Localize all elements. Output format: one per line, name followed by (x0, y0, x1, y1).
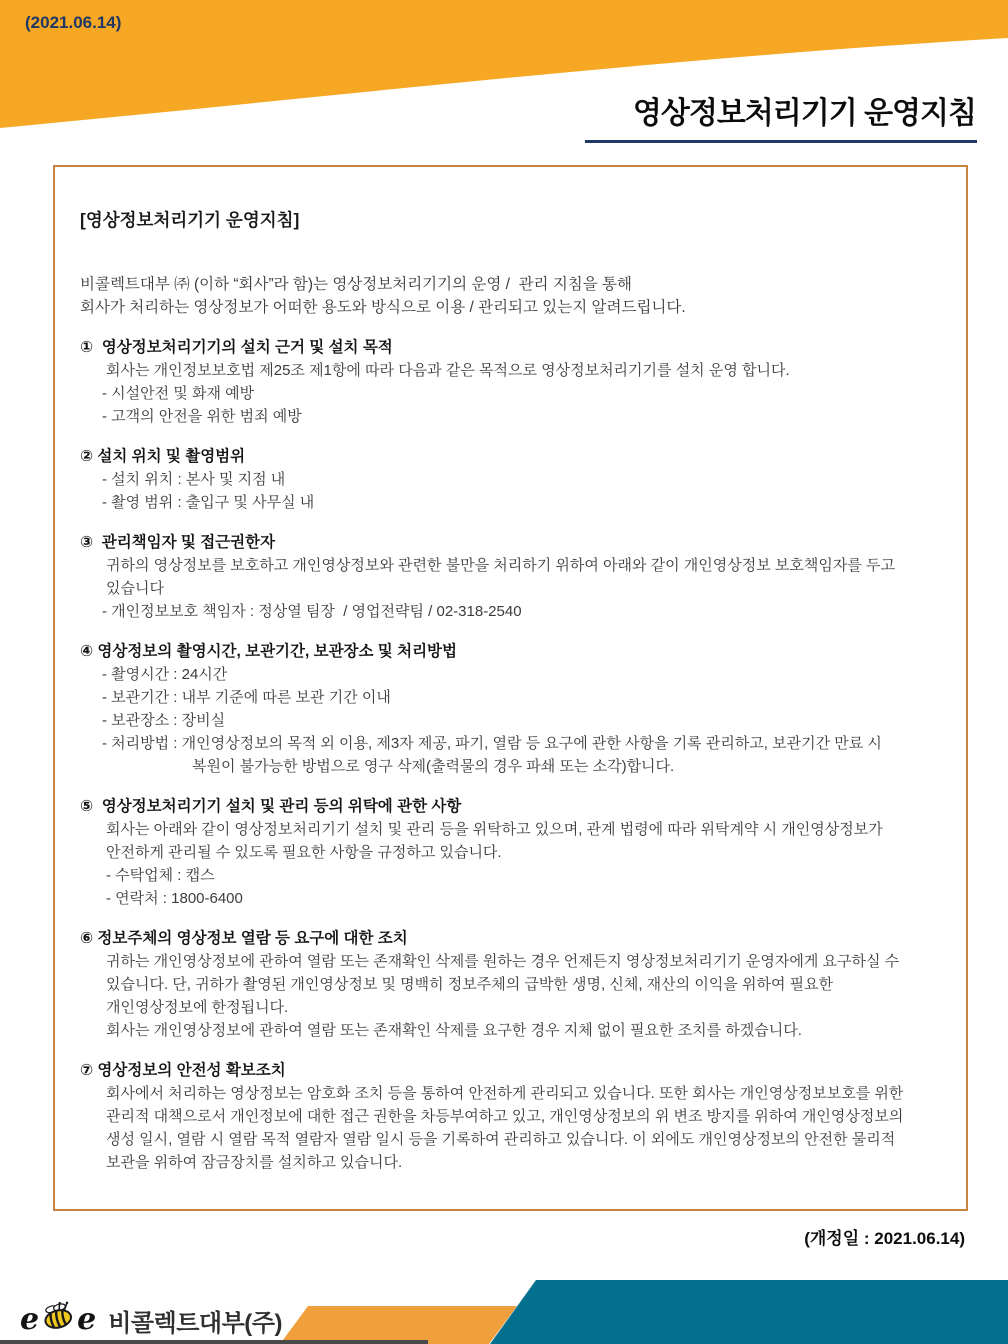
footer-teal-shape (490, 1280, 1008, 1344)
section-line: - 설치 위치 : 본사 및 지점 내 (102, 471, 286, 488)
policy-sections (80, 336, 946, 1174)
section-line: - 연락처 : 1800-6400 (106, 890, 243, 907)
header-date: (2021.06.14) (25, 13, 122, 32)
page-title: 영상정보처리기기 운영지침 (632, 97, 976, 130)
section-heading: ⑦ 영상정보의 안전성 확보조치 (80, 1062, 286, 1079)
revision-date: (개정일 : 2021.06.14) (804, 1229, 965, 1248)
company-name: 비콜렉트대부(주) (108, 1309, 282, 1337)
section-line: - 수탁업체 : 캡스 (106, 867, 215, 884)
title-underline (585, 140, 977, 143)
section-heading: ④ 영상정보의 촬영시간, 보관기간, 보관장소 및 처리방법 (80, 643, 457, 660)
section-line: 회사는 아래와 같이 영상정보처리기기 설치 및 관리 등을 위탁하고 있으며, 관계 법령에 따라 위탁계약 시 개인영상정보가 (106, 821, 883, 838)
section-line: - 고객의 안전을 위한 범죄 예방 (102, 408, 302, 425)
policy-section (80, 927, 946, 1042)
policy-content-box (53, 165, 968, 1211)
logo-letter-left: e (20, 1302, 40, 1337)
section-line: - 촬영 범위 : 출입구 및 사무실 내 (102, 494, 315, 511)
policy-section (80, 795, 946, 910)
section-line: - 시설안전 및 화재 예방 (102, 385, 255, 402)
section-line: 회사는 개인영상정보에 관하여 열람 또는 존재확인 삭제를 요구한 경우 지체 없이 필요한 조치를 하겠습니다. (106, 1022, 802, 1039)
section-line: 귀하의 영상정보를 보호하고 개인영상정보와 관련한 불만을 처리하기 위하여 아래와 같이 개인영상정보 보호책임자를 두고 (106, 557, 896, 574)
section-heading: ③ 관리책임자 및 접근권한자 (80, 534, 276, 551)
intro-line: 비콜렉트대부 ㈜ (이하 “회사”라 함)는 영상정보처리기기의 운영 / 관리 지침을 통해 (80, 276, 632, 293)
section-line: 개인영상정보에 한정됩니다. (106, 999, 289, 1016)
section-line: - 개인정보보호 책임자 : 정상열 팀장 / 영업전략팀 / 02-318-2540 (102, 603, 522, 620)
section-line: - 처리방법 : 개인영상정보의 목적 외 이용, 제3자 제공, 파기, 열람 등 요구에 관한 사항을 기록 관리하고, 보관기간 만료 시 (102, 735, 882, 752)
policy-section (80, 445, 946, 514)
section-line: 회사에서 처리하는 영상정보는 암호화 조치 등을 통하여 안전하게 관리되고 있습니다. 또한 회사는 개인영상정보보호를 위한 (106, 1085, 904, 1102)
section-line: - 보관기간 : 내부 기준에 따른 보관 기간 이내 (102, 689, 391, 706)
section-line: 있습니다. 단, 귀하가 촬영된 개인영상정보 및 명백히 정보주체의 급박한 생명, 신체, 재산의 이익을 위하여 필요한 (106, 976, 834, 993)
logo-letter-right: e (77, 1302, 97, 1337)
section-heading: ① 영상정보처리기기의 설치 근거 및 설치 목적 (80, 339, 393, 356)
intro-paragraph (80, 273, 946, 319)
section-line: 회사는 개인정보보호법 제25조 제1항에 따라 다음과 같은 목적으로 영상정보처리기기를 설치 운영 합니다. (106, 362, 790, 379)
section-line: - 보관장소 : 장비실 (102, 712, 226, 729)
policy-section (80, 640, 946, 778)
section-heading: ② 설치 위치 및 촬영범위 (80, 448, 246, 465)
section-line: - 촬영시간 : 24시간 (102, 666, 228, 683)
footer-orange-shape (280, 1306, 517, 1344)
policy-section (80, 1059, 946, 1174)
section-line: 보관을 위하여 잠금장치를 설치하고 있습니다. (106, 1154, 403, 1171)
footer-gray-strip (0, 1340, 428, 1344)
section-heading: ⑥ 정보주체의 영상정보 열람 등 요구에 대한 조치 (80, 930, 408, 947)
box-title: [영상정보처리기기 운영지침] (80, 210, 300, 230)
section-line: 복원이 불가능한 방법으로 영구 삭제(출력물의 경우 파쇄 또는 소각)합니다. (192, 758, 675, 775)
section-line: 귀하는 개인영상정보에 관하여 열람 또는 존재확인 삭제를 원하는 경우 언제든지 영상정보처리기기 운영자에게 요구하실 수 (106, 953, 900, 970)
section-line: 관리적 대책으로서 개인정보에 대한 접근 권한을 차등부여하고 있고, 개인영상정보의 위 변조 방지를 위하여 개인영상정보의 (106, 1108, 904, 1125)
intro-line: 회사가 처리하는 영상정보가 어떠한 용도와 방식으로 이용 / 관리되고 있는지 알려드립니다. (80, 299, 686, 316)
section-line: 안전하게 관리될 수 있도록 필요한 사항을 규정하고 있습니다. (106, 844, 502, 861)
policy-section (80, 336, 946, 428)
company-logo (20, 1299, 282, 1341)
section-line: 있습니다 (106, 580, 164, 597)
section-line: 생성 일시, 열람 시 열람 목적 열람자 열람 일시 등을 기록하여 관리하고 있습니다. 이 외에도 개인영상정보의 안전한 물리적 (106, 1131, 896, 1148)
header-banner-shape (0, 0, 1008, 160)
bee-icon (40, 1301, 76, 1333)
policy-section (80, 531, 946, 623)
section-heading: ⑤ 영상정보처리기기 설치 및 관리 등의 위탁에 관한 사항 (80, 798, 462, 815)
